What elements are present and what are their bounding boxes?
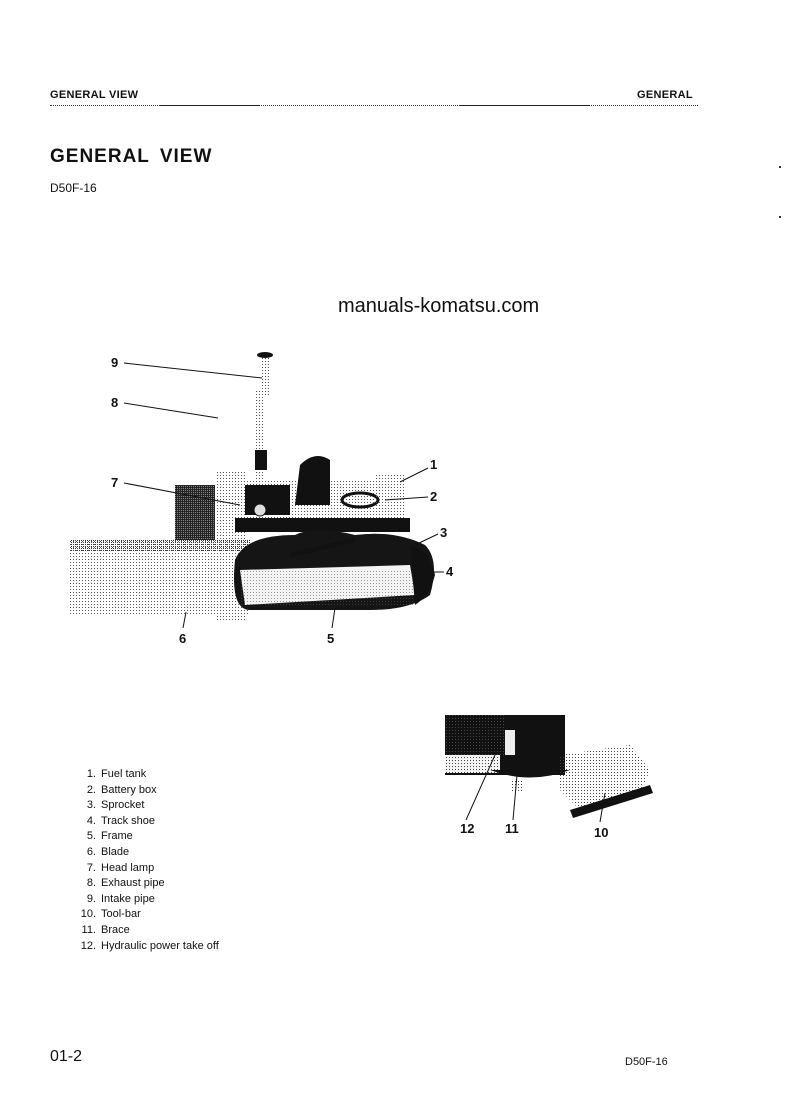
legend-item: 5. Frame — [78, 829, 219, 845]
parts-legend — [78, 767, 219, 954]
legend-item: 11. Brace — [78, 923, 219, 939]
callout-6: 6 — [179, 631, 187, 646]
callout-8: 8 — [111, 395, 119, 410]
callout-10: 10 — [594, 825, 609, 840]
callout-11: 11 — [505, 821, 519, 836]
legend-label: Tool-bar — [101, 908, 141, 921]
callout-4: 4 — [446, 564, 454, 579]
legend-label: Frame — [101, 830, 133, 843]
legend-label: Track shoe — [101, 814, 156, 827]
legend-label: Intake pipe — [101, 892, 155, 905]
legend-label: Exhaust pipe — [101, 877, 165, 890]
watermark-link[interactable]: manuals-komatsu.com — [338, 295, 540, 317]
legend-item: 9. Intake pipe — [78, 892, 219, 908]
legend-item: 6. Blade — [78, 845, 219, 861]
legend-item: 4. Track shoe — [78, 814, 219, 830]
legend-label: Battery box — [101, 783, 157, 796]
running-header-section: GENERAL VIEW — [50, 89, 139, 101]
legend-item: 3. Sprocket — [78, 798, 219, 814]
callout-5: 5 — [327, 631, 335, 646]
legend-label: Fuel tank — [101, 768, 147, 780]
scan-speck — [779, 216, 781, 218]
legend-item: 8. Exhaust pipe — [78, 876, 219, 892]
legend-label: Hydraulic power take off — [101, 939, 219, 952]
legend-item: 7. Head lamp — [78, 861, 219, 877]
legend-label: Blade — [101, 845, 130, 858]
footer-model: D50F-16 — [625, 1056, 668, 1068]
page-title: GENERAL VIEW — [50, 146, 213, 167]
legend-item: 10. Tool-bar — [78, 907, 219, 923]
legend-item: 1. Fuel tank — [78, 767, 219, 783]
callout-1: 1 — [430, 457, 438, 472]
callout-9: 9 — [111, 355, 119, 370]
page-number: 01-2 — [50, 1048, 83, 1065]
model-subtitle: D50F-16 — [50, 181, 97, 195]
callout-3: 3 — [440, 525, 448, 540]
running-header-chapter: GENERAL — [637, 89, 693, 101]
callout-2: 2 — [430, 489, 438, 504]
callout-7: 7 — [111, 475, 119, 490]
legend-label: Brace — [101, 923, 130, 936]
legend-label: Head lamp — [101, 861, 155, 874]
legend-label: Sprocket — [101, 799, 145, 812]
scan-speck — [779, 166, 781, 168]
legend-item: 12. Hydraulic power take off — [78, 939, 219, 955]
callout-12: 12 — [460, 821, 475, 836]
legend-item: 2. Battery box — [78, 783, 219, 799]
